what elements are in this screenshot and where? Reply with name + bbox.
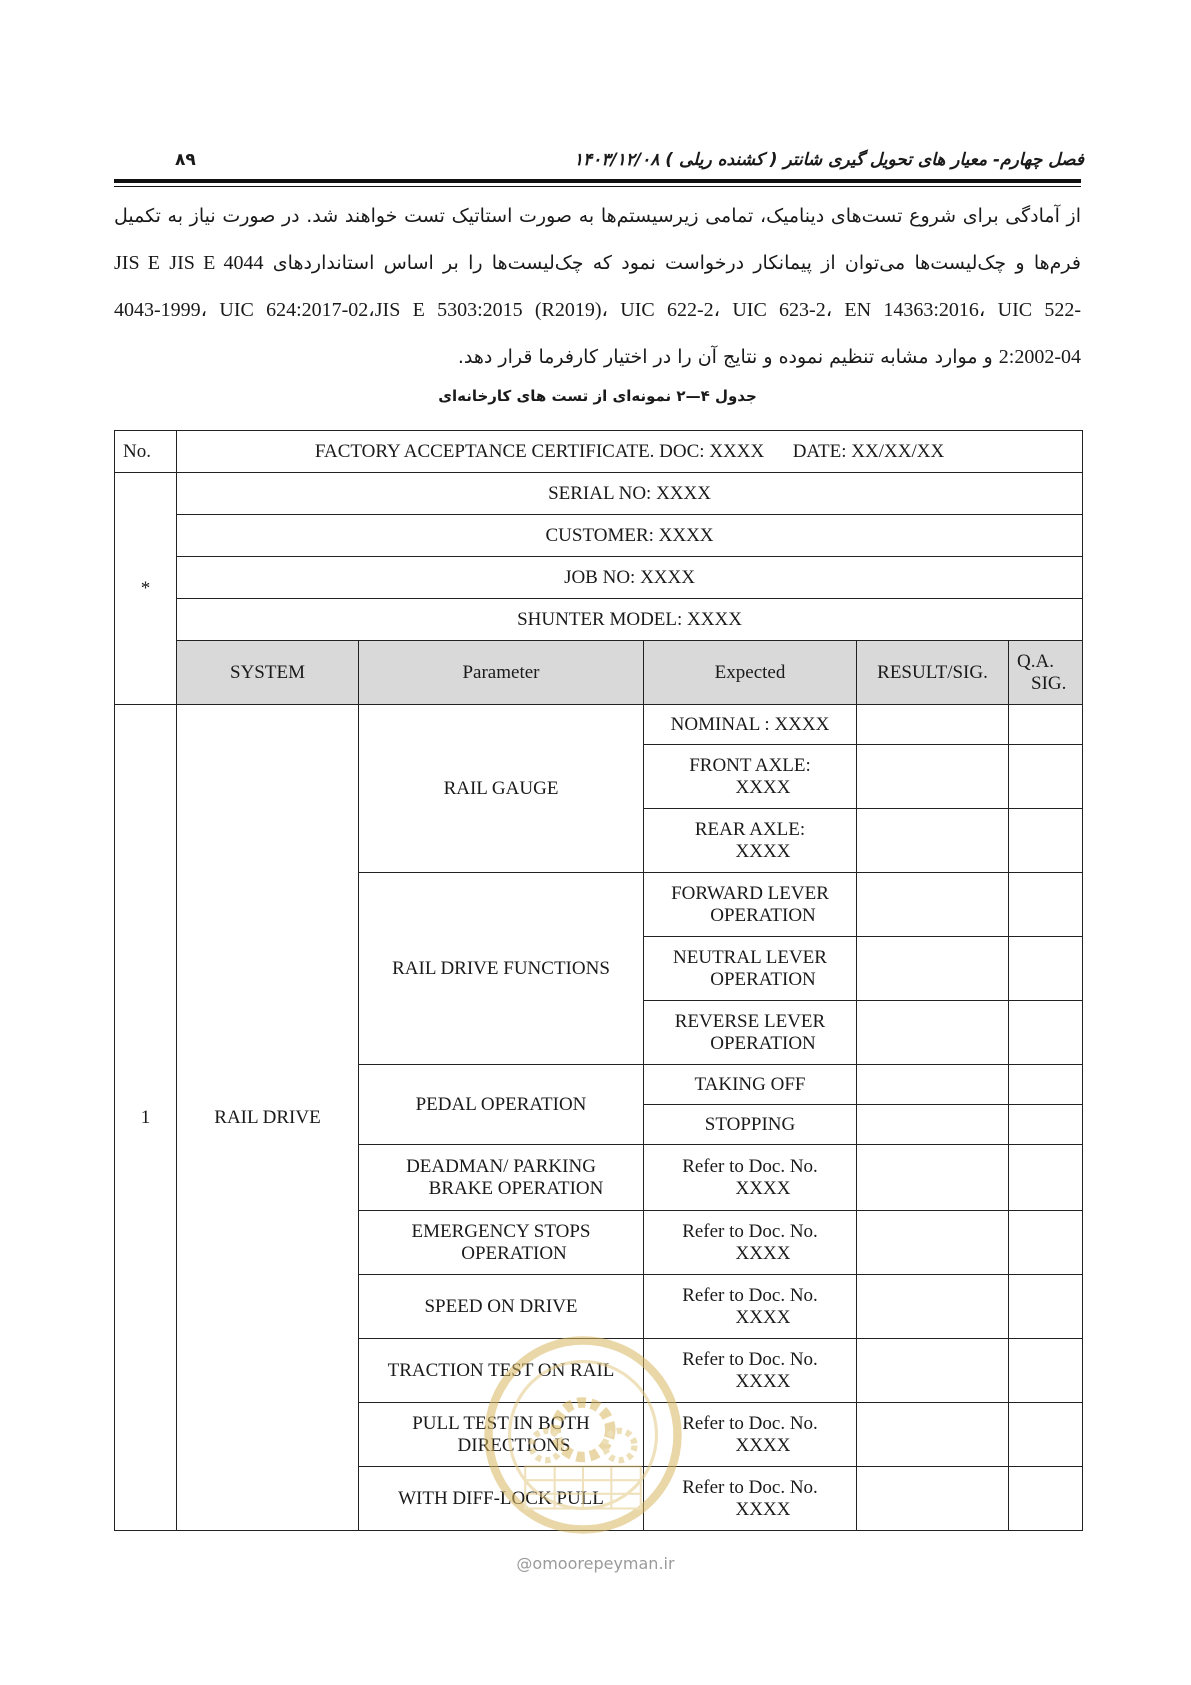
col-parameter: Parameter bbox=[359, 641, 644, 705]
result-cell bbox=[857, 1105, 1009, 1145]
expected-line: XXXX bbox=[735, 1370, 791, 1392]
expected-line: XXXX bbox=[735, 1306, 791, 1328]
result-cell bbox=[857, 1275, 1009, 1339]
expected-line: Refer to Doc. No. bbox=[682, 1220, 818, 1242]
paragraph-line-2-text: فرم‌ها و چک‌لیست‌ها می‌توان از پیمانکار درخواست نمود که چک‌لیست‌ها را بر اساس استانداردهای bbox=[272, 252, 1081, 274]
result-cell bbox=[857, 1065, 1009, 1105]
qa-cell bbox=[1009, 705, 1083, 745]
param-line: OPERATION bbox=[461, 1242, 567, 1264]
expected-line: XXXX bbox=[735, 1498, 791, 1520]
expected-line: OPERATION bbox=[710, 1032, 816, 1054]
expected-refer bbox=[644, 1211, 857, 1275]
standard-uic-522: 2:2002-04 bbox=[998, 346, 1081, 368]
qa-cell bbox=[1009, 1339, 1083, 1403]
expected-line: XXXX bbox=[735, 1177, 791, 1199]
header-rule bbox=[114, 179, 1081, 183]
result-cell bbox=[857, 1001, 1009, 1065]
result-cell bbox=[857, 1403, 1009, 1467]
col-qa-line1: Q.A. bbox=[1017, 650, 1054, 672]
paragraph-line-3: 4043-1999، UIC 624:2017-02،JIS E 5303:2015 (R2019)، UIC 622-2، UIC 623-2، EN 14363:2016، UIC 522- bbox=[114, 299, 1081, 321]
param-deadman-parking bbox=[359, 1145, 644, 1211]
expected-line: Refer to Doc. No. bbox=[682, 1284, 818, 1306]
result-cell bbox=[857, 745, 1009, 809]
qa-cell bbox=[1009, 809, 1083, 873]
standard-jis-e: JIS E bbox=[114, 252, 161, 274]
expected-forward-lever bbox=[644, 873, 857, 937]
expected-refer bbox=[644, 1145, 857, 1211]
qa-cell bbox=[1009, 1403, 1083, 1467]
customer: CUSTOMER: XXXX bbox=[177, 515, 1083, 557]
param-line: EMERGENCY STOPS bbox=[411, 1220, 591, 1242]
body-paragraph bbox=[114, 196, 1081, 384]
serial-no: SERIAL NO: XXXX bbox=[177, 473, 1083, 515]
param-traction-test: TRACTION TEST ON RAIL bbox=[359, 1339, 644, 1403]
expected-taking-off: TAKING OFF bbox=[644, 1065, 857, 1105]
result-cell bbox=[857, 1145, 1009, 1211]
expected-line: Refer to Doc. No. bbox=[682, 1348, 818, 1370]
expected-line: OPERATION bbox=[710, 904, 816, 926]
expected-line: XXXX bbox=[735, 1434, 791, 1456]
expected-line: Refer to Doc. No. bbox=[682, 1155, 818, 1177]
param-line: DIRECTIONS bbox=[457, 1434, 571, 1456]
column-header-row bbox=[115, 641, 1083, 705]
table-row bbox=[115, 557, 1083, 599]
param-emergency-stops bbox=[359, 1211, 644, 1275]
qa-cell bbox=[1009, 745, 1083, 809]
param-line: BRAKE OPERATION bbox=[428, 1177, 604, 1199]
expected-line: Refer to Doc. No. bbox=[682, 1412, 818, 1434]
expected-refer bbox=[644, 1403, 857, 1467]
star-cell bbox=[115, 473, 177, 705]
chapter-title: فصل چهارم- معیار های تحویل گیری شانتر ( کشنده ریلی ) ۱۴۰۳/۱۲/۰۸ bbox=[573, 150, 1084, 170]
param-line: PULL TEST IN BOTH bbox=[412, 1412, 590, 1434]
param-pedal-operation: PEDAL OPERATION bbox=[359, 1065, 644, 1145]
qa-cell bbox=[1009, 1467, 1083, 1531]
table-row bbox=[115, 599, 1083, 641]
expected-line: XXXX bbox=[735, 776, 791, 798]
expected-rear-axle bbox=[644, 809, 857, 873]
qa-cell bbox=[1009, 937, 1083, 1001]
result-cell bbox=[857, 705, 1009, 745]
expected-line: REVERSE LEVER bbox=[674, 1010, 826, 1032]
table-row bbox=[115, 431, 1083, 473]
paragraph-line-4-text: و موارد مشابه تنظیم نموده و نتایج آن را در اختیار کارفرما قرار دهد. bbox=[457, 346, 993, 368]
result-cell bbox=[857, 1211, 1009, 1275]
qa-cell bbox=[1009, 873, 1083, 937]
factory-acceptance-table bbox=[114, 430, 1083, 1531]
expected-reverse-lever bbox=[644, 1001, 857, 1065]
expected-neutral-lever bbox=[644, 937, 857, 1001]
system-name: RAIL DRIVE bbox=[177, 705, 359, 1531]
expected-line: XXXX bbox=[735, 840, 791, 862]
expected-line: FORWARD LEVER bbox=[671, 882, 829, 904]
expected-refer bbox=[644, 1467, 857, 1531]
page-number: ۸۹ bbox=[175, 150, 196, 170]
col-result: RESULT/SIG. bbox=[857, 641, 1009, 705]
qa-cell bbox=[1009, 1145, 1083, 1211]
expected-line: REAR AXLE: bbox=[694, 818, 806, 840]
expected-line: Refer to Doc. No. bbox=[682, 1476, 818, 1498]
shunter-model: SHUNTER MODEL: XXXX bbox=[177, 599, 1083, 641]
col-qa bbox=[1009, 641, 1083, 705]
expected-refer bbox=[644, 1275, 857, 1339]
param-pull-test bbox=[359, 1403, 644, 1467]
expected-stopping: STOPPING bbox=[644, 1105, 857, 1145]
no-header: No. bbox=[115, 431, 177, 473]
col-system: SYSTEM bbox=[177, 641, 359, 705]
paragraph-line-1: از آمادگی برای شروع تست‌های دینامیک، تمامی زیرسیستم‌ها به صورت استاتیک تست خواهند شد. در صورت نیاز به تکمیل bbox=[114, 205, 1081, 227]
header-rule-thin bbox=[114, 186, 1081, 187]
table-caption: جدول ۴—۲ نمونه‌ای از تست های کارخانه‌ای bbox=[438, 387, 757, 405]
result-cell bbox=[857, 1467, 1009, 1531]
result-cell bbox=[857, 1339, 1009, 1403]
standard-jis-4044: JIS E 4044 bbox=[169, 252, 264, 274]
result-cell bbox=[857, 937, 1009, 1001]
param-speed-on-drive: SPEED ON DRIVE bbox=[359, 1275, 644, 1339]
expected-front-axle bbox=[644, 745, 857, 809]
expected-nominal: NOMINAL : XXXX bbox=[644, 705, 857, 745]
result-cell bbox=[857, 809, 1009, 873]
row-number: 1 bbox=[115, 705, 177, 1531]
param-rail-gauge: RAIL GAUGE bbox=[359, 705, 644, 873]
qa-cell bbox=[1009, 1275, 1083, 1339]
paragraph-line-2 bbox=[114, 243, 1081, 290]
certificate-title bbox=[177, 431, 1083, 473]
param-diff-lock-pull: WITH DIFF-LOCK PULL bbox=[359, 1467, 644, 1531]
col-expected: Expected bbox=[644, 641, 857, 705]
expected-line: NEUTRAL LEVER bbox=[673, 946, 827, 968]
param-rail-drive-functions: RAIL DRIVE FUNCTIONS bbox=[359, 873, 644, 1065]
param-line: DEADMAN/ PARKING bbox=[406, 1155, 596, 1177]
qa-cell bbox=[1009, 1001, 1083, 1065]
watermark-site: @omoorepeyman.ir bbox=[516, 1554, 675, 1573]
expected-line: XXXX bbox=[735, 1242, 791, 1264]
result-cell bbox=[857, 873, 1009, 937]
certificate-doc: FACTORY ACCEPTANCE CERTIFICATE. DOC: XXXX bbox=[314, 440, 765, 462]
col-qa-line2: SIG. bbox=[1031, 672, 1067, 694]
star-mark: * bbox=[140, 577, 151, 599]
qa-cell bbox=[1009, 1105, 1083, 1145]
expected-line: FRONT AXLE: bbox=[689, 754, 811, 776]
expected-line: OPERATION bbox=[710, 968, 816, 990]
table-row bbox=[115, 473, 1083, 515]
paragraph-line-4 bbox=[114, 337, 1081, 384]
expected-refer bbox=[644, 1339, 857, 1403]
qa-cell bbox=[1009, 1211, 1083, 1275]
job-no: JOB NO: XXXX bbox=[177, 557, 1083, 599]
qa-cell bbox=[1009, 1065, 1083, 1105]
table-row bbox=[115, 705, 1083, 745]
table-row bbox=[115, 515, 1083, 557]
certificate-date: DATE: XX/XX/XX bbox=[792, 440, 945, 462]
